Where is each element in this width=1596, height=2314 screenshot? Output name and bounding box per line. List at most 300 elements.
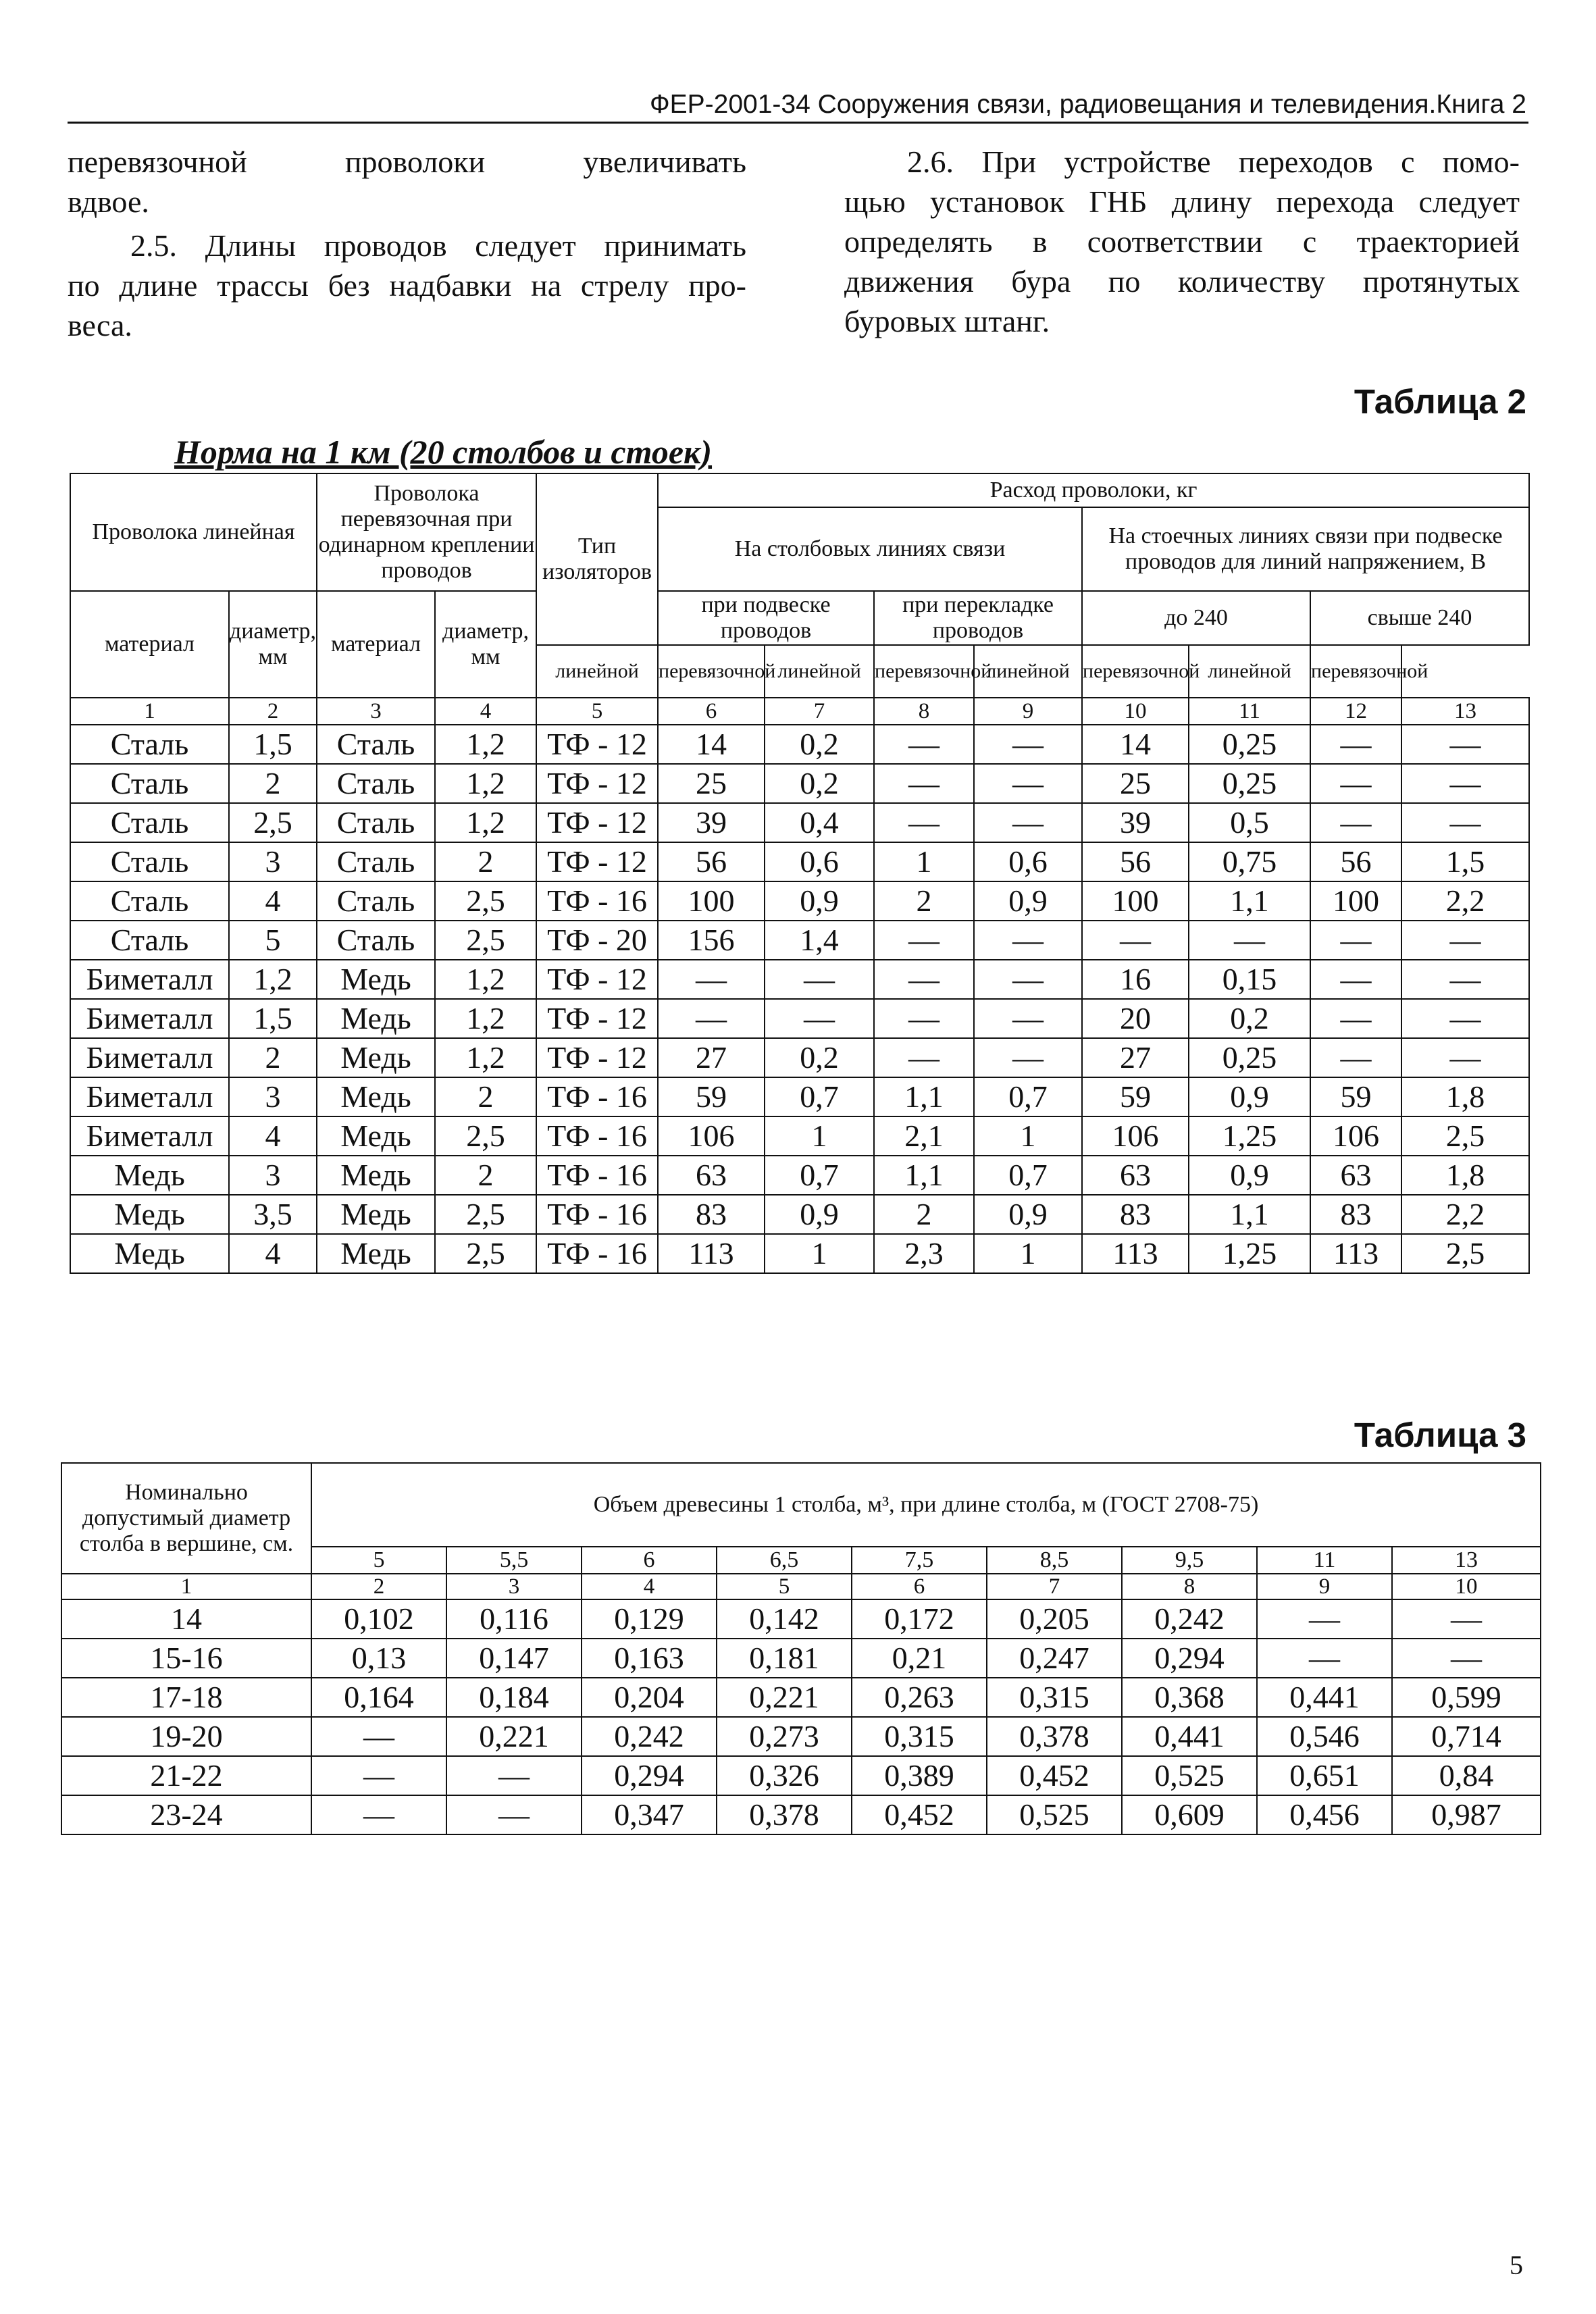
table-cell: Сталь xyxy=(70,764,229,803)
table-cell: 0,326 xyxy=(717,1756,852,1795)
table-cell: 63 xyxy=(1082,1156,1189,1195)
table-cell: 0,294 xyxy=(582,1756,717,1795)
header-rack-lines: На стоечных линиях связи при подвеске проводов для линий напряжением, В xyxy=(1082,507,1529,591)
table-cell: — xyxy=(311,1717,446,1756)
header-consumption: Расход проволоки, кг xyxy=(658,473,1529,507)
table-cell: 16 xyxy=(1082,960,1189,999)
index-cell: 3 xyxy=(317,698,435,725)
table-cell: 100 xyxy=(1310,881,1401,921)
table-cell: ТФ - 16 xyxy=(536,1234,658,1273)
table-cell: ТФ - 20 xyxy=(536,921,658,960)
header-upto-240: до 240 xyxy=(1082,591,1310,645)
table-cell: 0,7 xyxy=(765,1077,874,1116)
table-row xyxy=(61,1756,1541,1795)
table-cell: — xyxy=(1401,999,1529,1038)
right-text-column xyxy=(844,142,1520,341)
table-cell: 0,263 xyxy=(852,1678,987,1717)
header-tie: перевязочной xyxy=(874,645,974,698)
table-cell: 0,116 xyxy=(446,1599,582,1639)
table-cell: Биметалл xyxy=(70,1116,229,1156)
index-cell: 2 xyxy=(311,1574,446,1599)
table-cell: ТФ - 12 xyxy=(536,999,658,1038)
header-linear: линейной xyxy=(536,645,658,698)
header-rule xyxy=(68,122,1528,124)
pole-length-cell: 5 xyxy=(311,1547,446,1574)
table-cell: Медь xyxy=(70,1234,229,1273)
table-cell: 56 xyxy=(1310,842,1401,881)
table-cell: 1,8 xyxy=(1401,1156,1529,1195)
table-cell: 2,3 xyxy=(874,1234,974,1273)
header-linear: линейной xyxy=(765,645,874,698)
table-cell: — xyxy=(974,1038,1082,1077)
table-cell: Медь xyxy=(317,1234,435,1273)
table-cell: Медь xyxy=(70,1156,229,1195)
table-cell: 0,129 xyxy=(582,1599,717,1639)
table-cell: 0,184 xyxy=(446,1678,582,1717)
table-cell: Медь xyxy=(317,1195,435,1234)
table-cell: — xyxy=(765,999,874,1038)
header-diameter: диаметр, мм xyxy=(435,591,536,698)
table-cell: Биметалл xyxy=(70,960,229,999)
table-cell: 0,7 xyxy=(974,1156,1082,1195)
table-cell: — xyxy=(974,803,1082,842)
index-cell: 7 xyxy=(987,1574,1122,1599)
table-cell: Сталь xyxy=(317,921,435,960)
table-cell: 59 xyxy=(658,1077,765,1116)
table-cell: Сталь xyxy=(317,725,435,764)
table-cell: 156 xyxy=(658,921,765,960)
table-row xyxy=(70,881,1529,921)
pole-length-cell: 7,5 xyxy=(852,1547,987,1574)
index-cell: 4 xyxy=(435,698,536,725)
table-row xyxy=(70,1077,1529,1116)
table-cell: — xyxy=(1310,725,1401,764)
table-cell: 39 xyxy=(1082,803,1189,842)
paragraph-line: вдвое. xyxy=(68,184,149,219)
pole-length-cell: 5,5 xyxy=(446,1547,582,1574)
pole-length-cell: 8,5 xyxy=(987,1547,1122,1574)
header-top-diameter: Номинально допустимый диаметр столба в вершине, см. xyxy=(61,1463,311,1574)
table3-label: Таблица 3 xyxy=(1354,1416,1526,1454)
table-cell: 0,142 xyxy=(717,1599,852,1639)
table-cell: 0,714 xyxy=(1392,1717,1541,1756)
table-cell: Сталь xyxy=(317,881,435,921)
table-cell: Медь xyxy=(70,1195,229,1234)
table-cell: — xyxy=(974,764,1082,803)
table-cell: Сталь xyxy=(317,764,435,803)
table-cell: 1,5 xyxy=(1401,842,1529,881)
table-cell: 0,9 xyxy=(765,881,874,921)
column-index-row xyxy=(61,1574,1541,1599)
table-cell: 0,242 xyxy=(1122,1599,1257,1639)
table-cell: 0,15 xyxy=(1189,960,1310,999)
table-row xyxy=(70,960,1529,999)
table-cell: ТФ - 12 xyxy=(536,803,658,842)
table-cell: 5 xyxy=(229,921,317,960)
table-cell: ТФ - 16 xyxy=(536,881,658,921)
table-cell: — xyxy=(658,960,765,999)
index-cell: 1 xyxy=(70,698,229,725)
table-cell: — xyxy=(1257,1599,1392,1639)
column-index-row xyxy=(70,698,1529,725)
table-cell: 0,2 xyxy=(765,764,874,803)
table-cell: — xyxy=(1310,764,1401,803)
table-cell: 0,294 xyxy=(1122,1639,1257,1678)
table-cell: — xyxy=(1401,960,1529,999)
table-cell: 0,172 xyxy=(852,1599,987,1639)
table-cell: 63 xyxy=(658,1156,765,1195)
table-cell: — xyxy=(311,1795,446,1834)
table-cell: 0,9 xyxy=(974,881,1082,921)
table-cell: Биметалл xyxy=(70,999,229,1038)
table-cell: 25 xyxy=(1082,764,1189,803)
pole-length-cell: 9,5 xyxy=(1122,1547,1257,1574)
index-cell: 1 xyxy=(61,1574,311,1599)
paragraph-line: веса. xyxy=(68,308,132,342)
table-cell: 83 xyxy=(1082,1195,1189,1234)
table-cell: 0,441 xyxy=(1122,1717,1257,1756)
table-row xyxy=(70,999,1529,1038)
table-cell: — xyxy=(874,1038,974,1077)
header-suspension: при подвеске проводов xyxy=(658,591,874,645)
table-cell: 1,2 xyxy=(435,960,536,999)
table-cell: 1,8 xyxy=(1401,1077,1529,1116)
table-cell: 0,221 xyxy=(717,1678,852,1717)
table-cell: 2,2 xyxy=(1401,1195,1529,1234)
table-cell: 1,2 xyxy=(435,764,536,803)
table-cell: 0,599 xyxy=(1392,1678,1541,1717)
table-cell: 113 xyxy=(1082,1234,1189,1273)
table-cell: 1 xyxy=(974,1234,1082,1273)
index-cell: 3 xyxy=(446,1574,582,1599)
table-cell: 39 xyxy=(658,803,765,842)
header-pole-lines: На столбовых линиях связи xyxy=(658,507,1082,591)
table-row xyxy=(70,1234,1529,1273)
table-cell: 113 xyxy=(1310,1234,1401,1273)
table-cell: 59 xyxy=(1310,1077,1401,1116)
table-cell: 100 xyxy=(658,881,765,921)
table-cell: — xyxy=(1401,921,1529,960)
table-cell: ТФ - 12 xyxy=(536,842,658,881)
table-cell: 1 xyxy=(974,1116,1082,1156)
table-cell: — xyxy=(1310,1038,1401,1077)
table-cell: 2,5 xyxy=(1401,1234,1529,1273)
table-cell: 0,2 xyxy=(765,1038,874,1077)
header-tie: перевязочной xyxy=(1310,645,1401,698)
table-cell: 0,315 xyxy=(987,1678,1122,1717)
table-cell: 1,1 xyxy=(1189,881,1310,921)
table-cell: 27 xyxy=(1082,1038,1189,1077)
table-cell: — xyxy=(874,960,974,999)
table-cell: ТФ - 12 xyxy=(536,960,658,999)
table-cell: 0,13 xyxy=(311,1639,446,1678)
table-row xyxy=(70,1116,1529,1156)
table-cell: 1 xyxy=(874,842,974,881)
table-cell: 2 xyxy=(435,1077,536,1116)
table-cell: — xyxy=(1082,921,1189,960)
table-cell: 1 xyxy=(765,1234,874,1273)
index-cell: 8 xyxy=(874,698,974,725)
header-material: материал xyxy=(70,591,229,698)
table-cell: 1 xyxy=(765,1116,874,1156)
table-cell: — xyxy=(1310,921,1401,960)
paragraph-line: движения бура по количеству протянутых xyxy=(844,264,1520,299)
header-tie-wire: Проволока перевязочная при одинарном креплении проводов xyxy=(317,473,536,591)
table-cell: 19-20 xyxy=(61,1717,311,1756)
table-cell: 0,204 xyxy=(582,1678,717,1717)
table-cell: 1,4 xyxy=(765,921,874,960)
table-cell: 4 xyxy=(229,1234,317,1273)
header-wood-volume: Объем древесины 1 столба, м³, при длине столба, м (ГОСТ 2708-75) xyxy=(311,1463,1541,1547)
table-cell: — xyxy=(1401,764,1529,803)
table-cell: 3 xyxy=(229,1077,317,1116)
table-cell: 27 xyxy=(658,1038,765,1077)
table-cell: ТФ - 16 xyxy=(536,1156,658,1195)
table-cell: — xyxy=(974,999,1082,1038)
table-cell: 0,221 xyxy=(446,1717,582,1756)
table-cell: — xyxy=(1310,999,1401,1038)
paragraph-line: перевязочной проволоки увеличивать xyxy=(68,145,746,179)
table-cell: 0,147 xyxy=(446,1639,582,1678)
table-cell: 4 xyxy=(229,881,317,921)
table-cell: 0,7 xyxy=(974,1077,1082,1116)
table-cell: — xyxy=(1189,921,1310,960)
table-cell: 1,1 xyxy=(874,1077,974,1116)
table-cell: 0,163 xyxy=(582,1639,717,1678)
table-cell: 0,2 xyxy=(765,725,874,764)
table-cell: 0,181 xyxy=(717,1639,852,1678)
table-cell: 0,7 xyxy=(765,1156,874,1195)
table-cell: 17-18 xyxy=(61,1678,311,1717)
table-cell: Сталь xyxy=(70,842,229,881)
table-row xyxy=(70,803,1529,842)
table-cell: — xyxy=(1310,803,1401,842)
index-cell: 12 xyxy=(1310,698,1401,725)
table-cell: 25 xyxy=(658,764,765,803)
table-cell: — xyxy=(446,1795,582,1834)
table-cell: — xyxy=(874,725,974,764)
table-row xyxy=(70,725,1529,764)
table-cell: Медь xyxy=(317,1156,435,1195)
table-cell: 0,452 xyxy=(987,1756,1122,1795)
table-cell: 2 xyxy=(874,1195,974,1234)
index-cell: 9 xyxy=(974,698,1082,725)
table-cell: 0,525 xyxy=(1122,1756,1257,1795)
table-row xyxy=(61,1678,1541,1717)
table-cell: 14 xyxy=(1082,725,1189,764)
table2-title: Норма на 1 км (20 столбов и стоек) xyxy=(174,433,713,471)
table-cell: 0,25 xyxy=(1189,725,1310,764)
table-cell: 14 xyxy=(61,1599,311,1639)
table-cell: Сталь xyxy=(70,921,229,960)
table-cell: 113 xyxy=(658,1234,765,1273)
index-cell: 11 xyxy=(1189,698,1310,725)
table-cell: 0,9 xyxy=(1189,1156,1310,1195)
table-cell: 0,164 xyxy=(311,1678,446,1717)
index-cell: 6 xyxy=(852,1574,987,1599)
table-cell: 0,315 xyxy=(852,1717,987,1756)
index-cell: 10 xyxy=(1392,1574,1541,1599)
table-cell: 0,102 xyxy=(311,1599,446,1639)
table-cell: 0,273 xyxy=(717,1717,852,1756)
table2 xyxy=(70,473,1530,1274)
table-cell: — xyxy=(1401,803,1529,842)
table-row xyxy=(70,842,1529,881)
index-cell: 6 xyxy=(658,698,765,725)
table-row xyxy=(70,1195,1529,1234)
table-cell: 0,609 xyxy=(1122,1795,1257,1834)
table-cell: 0,389 xyxy=(852,1756,987,1795)
table-cell: 0,242 xyxy=(582,1717,717,1756)
pole-length-cell: 6 xyxy=(582,1547,717,1574)
table-cell: 83 xyxy=(1310,1195,1401,1234)
table-cell: Медь xyxy=(317,999,435,1038)
table-cell: — xyxy=(658,999,765,1038)
table-cell: 1,2 xyxy=(435,725,536,764)
table-cell: Медь xyxy=(317,1038,435,1077)
table-cell: 1,1 xyxy=(874,1156,974,1195)
table-cell: 3 xyxy=(229,1156,317,1195)
pole-length-cell: 11 xyxy=(1257,1547,1392,1574)
table-cell: 23-24 xyxy=(61,1795,311,1834)
index-cell: 2 xyxy=(229,698,317,725)
paragraph-line: по длине трассы без надбавки на стрелу про- xyxy=(68,268,746,303)
table-cell: — xyxy=(1392,1599,1541,1639)
table-cell: — xyxy=(446,1756,582,1795)
table-cell: 3 xyxy=(229,842,317,881)
index-cell: 8 xyxy=(1122,1574,1257,1599)
header-tie: перевязочной xyxy=(1082,645,1189,698)
table-row xyxy=(61,1795,1541,1834)
table-cell: — xyxy=(874,803,974,842)
table-cell: 0,6 xyxy=(765,842,874,881)
table-cell: 100 xyxy=(1082,881,1189,921)
table-cell: 0,546 xyxy=(1257,1717,1392,1756)
table-cell: 1,5 xyxy=(229,999,317,1038)
table-cell: 0,9 xyxy=(974,1195,1082,1234)
table-row xyxy=(61,1639,1541,1678)
table-cell: — xyxy=(1392,1639,1541,1678)
header-linear: линейной xyxy=(1189,645,1310,698)
index-cell: 5 xyxy=(717,1574,852,1599)
paragraph-line: 2.6. При устройстве переходов с помо- xyxy=(907,145,1520,179)
table-cell: 0,25 xyxy=(1189,1038,1310,1077)
table-cell: ТФ - 12 xyxy=(536,725,658,764)
table-cell: 0,205 xyxy=(987,1599,1122,1639)
table-cell: — xyxy=(311,1756,446,1795)
table-cell: 15-16 xyxy=(61,1639,311,1678)
table-cell: 1,2 xyxy=(435,999,536,1038)
table-cell: 0,987 xyxy=(1392,1795,1541,1834)
table-cell: 1,2 xyxy=(435,803,536,842)
table-cell: — xyxy=(1310,960,1401,999)
table-cell: 0,4 xyxy=(765,803,874,842)
table-cell: 0,651 xyxy=(1257,1756,1392,1795)
table-cell: 0,84 xyxy=(1392,1756,1541,1795)
table-row xyxy=(70,1156,1529,1195)
table-cell: 2,5 xyxy=(435,881,536,921)
table-row xyxy=(70,1038,1529,1077)
table-row xyxy=(61,1717,1541,1756)
table-cell: 2 xyxy=(874,881,974,921)
page-number: 5 xyxy=(1510,2250,1523,2280)
table-cell: 2 xyxy=(229,1038,317,1077)
table-cell: — xyxy=(974,725,1082,764)
table-cell: 0,368 xyxy=(1122,1678,1257,1717)
table-cell: 0,452 xyxy=(852,1795,987,1834)
table-cell: 0,378 xyxy=(717,1795,852,1834)
table-row xyxy=(70,921,1529,960)
table-cell: 2,5 xyxy=(1401,1116,1529,1156)
header-transfer: при перекладке проводов xyxy=(874,591,1082,645)
table-cell: Сталь xyxy=(317,803,435,842)
table-cell: — xyxy=(874,999,974,1038)
table-cell: ТФ - 16 xyxy=(536,1195,658,1234)
table-cell: 106 xyxy=(1310,1116,1401,1156)
table-cell: — xyxy=(974,921,1082,960)
table-cell: 0,75 xyxy=(1189,842,1310,881)
table-cell: 59 xyxy=(1082,1077,1189,1116)
table-cell: 2,1 xyxy=(874,1116,974,1156)
header-insulator: Тип изоляторов xyxy=(536,473,658,645)
table-row xyxy=(61,1599,1541,1639)
running-header: ФЕР-2001-34 Сооружения связи, радиовещания и телевидения.Книга 2 xyxy=(649,90,1526,119)
table-cell: 2,5 xyxy=(435,1116,536,1156)
table-cell: 2,5 xyxy=(229,803,317,842)
table-cell: 56 xyxy=(658,842,765,881)
table-cell: 2,5 xyxy=(435,1195,536,1234)
table-cell: — xyxy=(874,764,974,803)
table-cell: 2,2 xyxy=(1401,881,1529,921)
table-cell: 0,2 xyxy=(1189,999,1310,1038)
table-cell: ТФ - 16 xyxy=(536,1116,658,1156)
table-cell: — xyxy=(874,921,974,960)
header-linear: линейной xyxy=(974,645,1082,698)
table-cell: ТФ - 12 xyxy=(536,764,658,803)
paragraph-line: определять в соответствии с траекторией xyxy=(844,224,1520,259)
table-cell: 0,6 xyxy=(974,842,1082,881)
index-cell: 7 xyxy=(765,698,874,725)
table-cell: Биметалл xyxy=(70,1038,229,1077)
table-cell: Сталь xyxy=(70,725,229,764)
table-cell: 0,456 xyxy=(1257,1795,1392,1834)
table-cell: — xyxy=(1401,725,1529,764)
table-cell: Сталь xyxy=(70,881,229,921)
table-cell: 1,25 xyxy=(1189,1234,1310,1273)
table-cell: 1,25 xyxy=(1189,1116,1310,1156)
table-cell: 2 xyxy=(435,842,536,881)
table-cell: 0,9 xyxy=(1189,1077,1310,1116)
table-cell: Сталь xyxy=(317,842,435,881)
table3 xyxy=(61,1462,1541,1835)
table-cell: 1,5 xyxy=(229,725,317,764)
left-text-column xyxy=(68,142,746,345)
table-cell: Биметалл xyxy=(70,1077,229,1116)
table-cell: — xyxy=(765,960,874,999)
paragraph-line: буровых штанг. xyxy=(844,304,1050,338)
table-cell: Медь xyxy=(317,1116,435,1156)
table-cell: 106 xyxy=(658,1116,765,1156)
table2-label: Таблица 2 xyxy=(1354,382,1526,421)
table-cell: 56 xyxy=(1082,842,1189,881)
table-cell: Медь xyxy=(317,960,435,999)
table-cell: 2 xyxy=(229,764,317,803)
index-cell: 9 xyxy=(1257,1574,1392,1599)
table-cell: 2,5 xyxy=(435,1234,536,1273)
table-cell: Медь xyxy=(317,1077,435,1116)
table-cell: — xyxy=(974,960,1082,999)
paragraph-line: 2.5. Длины проводов следует принимать xyxy=(130,228,746,263)
